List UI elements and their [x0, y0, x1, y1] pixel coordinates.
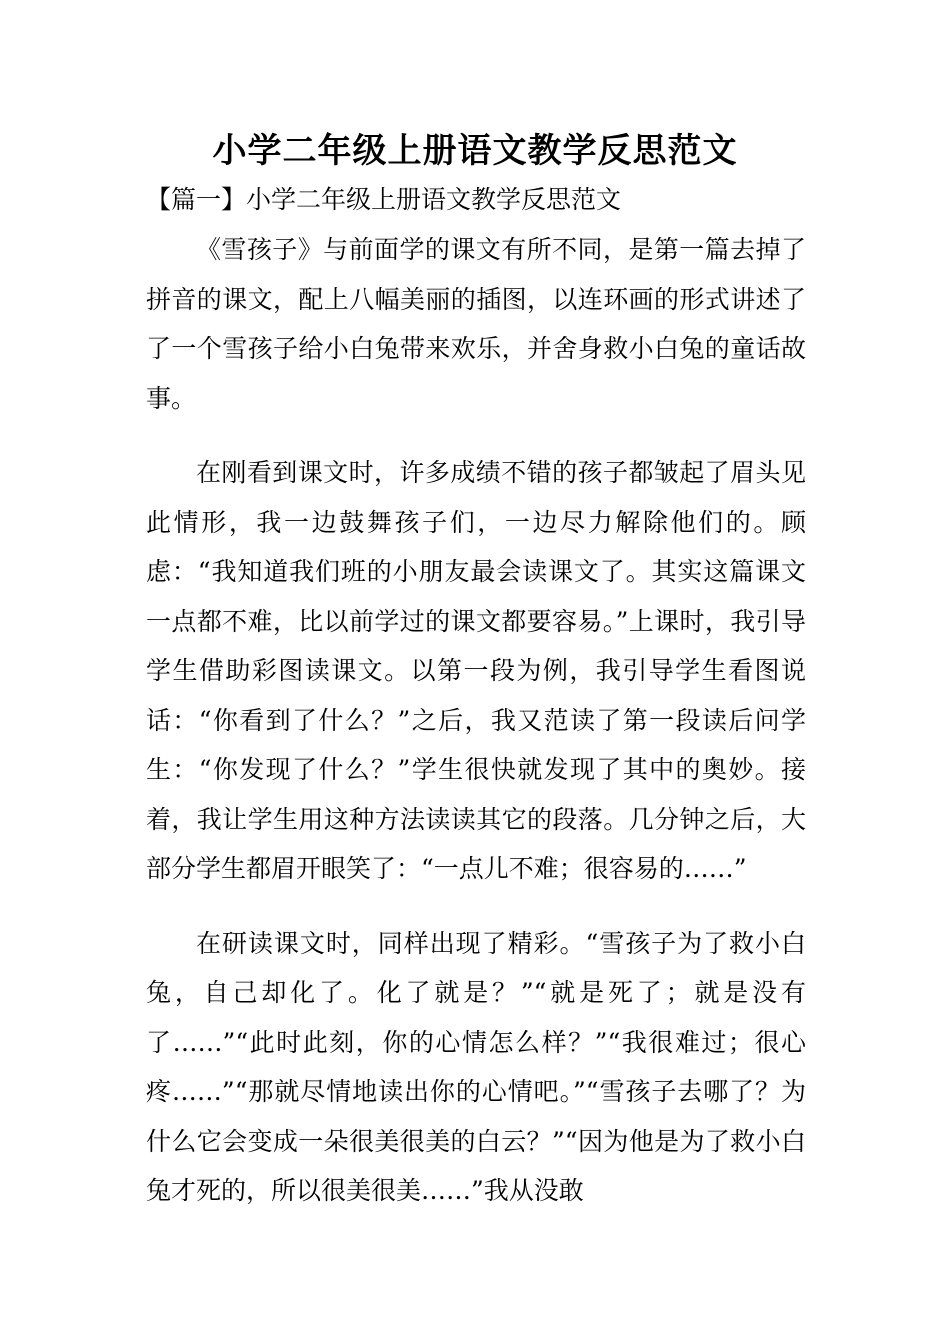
document-body: [146, 225, 806, 1241]
document-title: 小学二年级上册语文教学反思范文: [212, 131, 738, 171]
paragraph-1: 《雪孩子》与前面学的课文有所不同，是第一篇去掉了拼音的课文，配上八幅美丽的插图，以连环画的形式讲述了了一个雪孩子给小白兔带来欢乐，并舍身救小白兔的童话故事。: [146, 235, 806, 413]
section-heading: 【篇一】小学二年级上册语文教学反思范文: [146, 185, 622, 214]
paragraph-2: 在刚看到课文时，许多成绩不错的孩子都皱起了眉头见此情形，我一边鼓舞孩子们，一边尽力解除他们的。顾虑：“我知道我们班的小朋友最会读课文了。其实这篇课文一点都不难，比以前学过的课文都要容易。”上课时，我引导学生借助彩图读课文。以第一段为例，我引导学生看图说话：“你看到了什么？”之后，我又范读了第一段读后问学生：“你发现了什么？”学生很快就发现了其中的奥妙。接着，我让学生用这种方法读读其它的段落。几分钟之后，大部分学生都眉开眼笑了：“一点儿不难；很容易的……”: [146, 458, 806, 883]
paragraph-3: 在研读课文时，同样出现了精彩。“雪孩子为了救小白兔，自己却化了。化了就是？”“就是死了；就是没有了……”“此时此刻，你的心情怎么样？”“我很难过；很心疼……”“那就尽情地读出你的心情吧。”“雪孩子去哪了？为什么它会变成一朵很美很美的白云？”“因为他是为了救小白兔才死的，所以很美很美……”我从没敢: [146, 928, 806, 1205]
